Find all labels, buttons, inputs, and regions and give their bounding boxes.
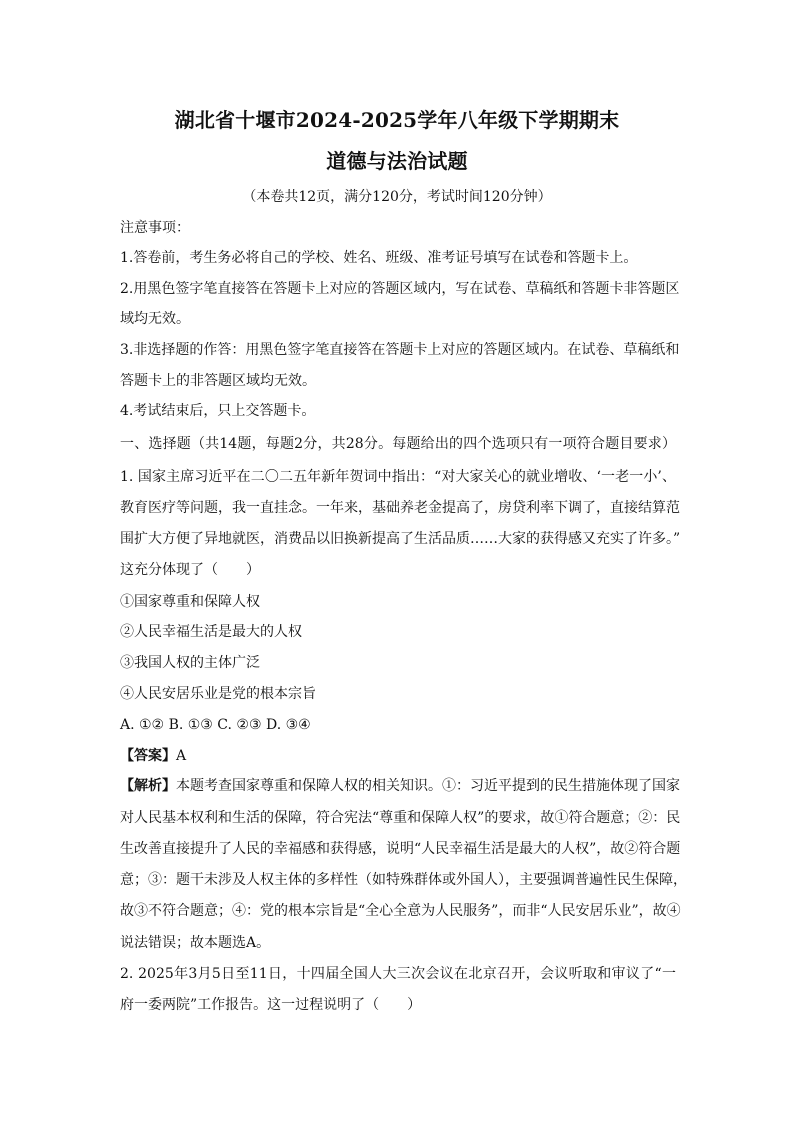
q1-option-2: ②人民幸福生活是最大的人权: [120, 624, 302, 640]
note-1: 1.答卷前，考生务必将自己的学校、姓名、班级、准考证号填写在试卷和答题卡上。: [120, 250, 638, 266]
exam-title-line2: 道德与法治试题: [326, 149, 468, 173]
note-3-line2: 答题卡上的非答题区域均无效。: [120, 373, 316, 389]
q1-analysis-line2: 对人民基本权利和生活的保障，符合宪法“尊重和保障人权”的要求，故①符合题意；②：民: [120, 810, 681, 826]
q1-stem-line2: 教育医疗等问题，我一直挂念。一年来，基础养老金提高了，房贷利率下调了，直接结算范: [120, 500, 680, 516]
q2-stem-line2: 府一委两院”工作报告。这一过程说明了（ ）: [120, 997, 422, 1013]
answer-label: 【答案】: [120, 748, 176, 764]
q1-analysis-line4: 意；③：题干未涉及人权主体的多样性（如特殊群体或外国人），主要强调普遍性民生保障，: [120, 872, 687, 888]
note-2-line2: 域均无效。: [120, 311, 190, 327]
q2-stem-line1: 2. 2025年3月5日至11日，十四届全国人大三次会议在北京召开，会议听取和审议了“一: [120, 966, 676, 982]
q1-stem-line1: 1. 国家主席习近平在二〇二五年新年贺词中指出：“对大家关心的就业增收、‘一老一小’、: [120, 469, 676, 485]
note-3-line1: 3.非选择题的作答：用黑色签字笔直接答在答题卡上对应的答题区域内。在试卷、草稿纸和: [120, 342, 680, 358]
note-2-line1: 2.用黑色签字笔直接答在答题卡上对应的答题区域内，写在试卷、草稿纸和答题卡非答题区: [120, 281, 680, 297]
exam-title-line1: 湖北省十堰市2024-2025学年八年级下学期期末: [174, 108, 620, 132]
analysis-text-1: 本题考查国家尊重和保障人权的相关知识。①：习近平提到的民生措施体现了国家: [176, 778, 680, 794]
q1-option-4: ④人民安居乐业是党的根本宗旨: [120, 686, 316, 702]
note-4: 4.考试结束后，只上交答题卡。: [120, 403, 316, 419]
q1-analysis-line1: [120, 776, 680, 796]
q1-stem-line4: 这充分体现了（ ）: [120, 562, 260, 578]
section1-heading: 一、选择题（共14题，每题2分，共28分。每题给出的四个选项只有一项符合题目要求）: [120, 436, 676, 452]
notes-heading: 注意事项：: [120, 220, 190, 236]
q1-option-1: ①国家尊重和保障人权: [120, 594, 260, 610]
q1-choices: A. ①② B. ①③ C. ②③ D. ③④: [120, 717, 311, 733]
analysis-label: 【解析】: [120, 778, 176, 794]
q1-analysis-line3: 生改善直接提升了人民的幸福感和获得感，说明“人民幸福生活是最大的人权”，故②符合题: [120, 841, 681, 857]
answer-value: A: [176, 748, 187, 764]
q1-answer: [120, 746, 186, 766]
q1-analysis-line5: 故③不符合题意；④：党的根本宗旨是“全心全意为人民服务”，而非“人民安居乐业”，故④: [120, 903, 681, 919]
q1-option-3: ③我国人权的主体广泛: [120, 655, 260, 671]
exam-info: （本卷共12页，满分120分，考试时间120分钟）: [242, 189, 552, 205]
q1-analysis-line6: 说法错误；故本题选A。: [120, 935, 271, 951]
q1-stem-line3: 围扩大方便了异地就医，消费品以旧换新提高了生活品质……大家的获得感又充实了许多。”: [120, 531, 681, 547]
